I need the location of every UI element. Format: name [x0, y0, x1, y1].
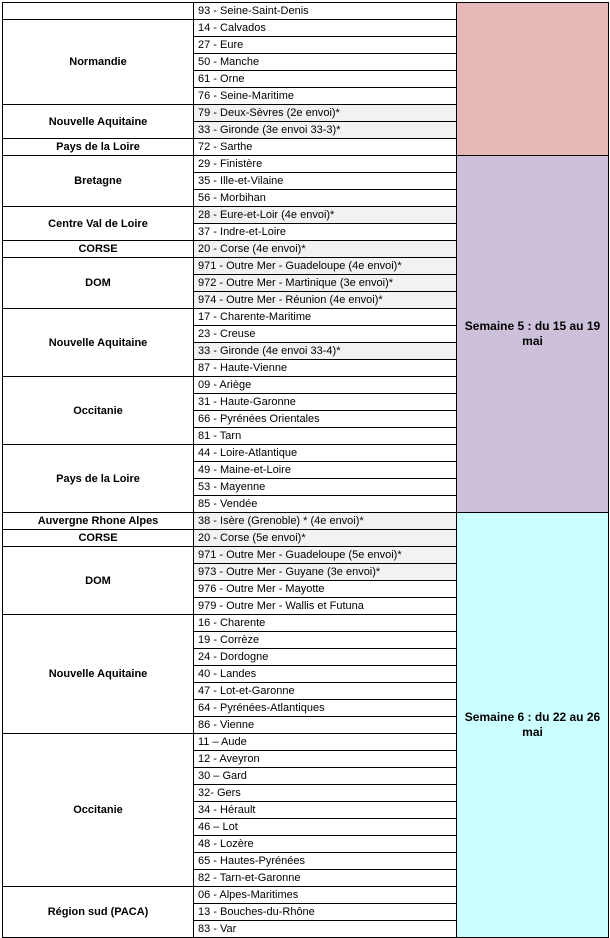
department-cell: 82 - Tarn-et-Garonne [194, 870, 457, 887]
region-cell: DOM [3, 258, 194, 309]
department-cell: 79 - Deux-Sèvres (2e envoi)* [194, 105, 457, 122]
region-cell: Pays de la Loire [3, 445, 194, 513]
department-cell: 87 - Haute-Vienne [194, 360, 457, 377]
table-row [3, 513, 609, 530]
department-cell: 971 - Outre Mer - Guadeloupe (4e envoi)* [194, 258, 457, 275]
department-cell: 20 - Corse (5e envoi)* [194, 530, 457, 547]
department-cell: 27 - Eure [194, 37, 457, 54]
department-cell: 13 - Bouches-du-Rhône [194, 904, 457, 921]
department-cell: 34 - Hérault [194, 802, 457, 819]
department-cell: 974 - Outre Mer - Réunion (4e envoi)* [194, 292, 457, 309]
department-cell: 971 - Outre Mer - Guadeloupe (5e envoi)* [194, 547, 457, 564]
department-cell: 66 - Pyrénées Orientales [194, 411, 457, 428]
region-cell: Occitanie [3, 734, 194, 887]
department-cell: 44 - Loire-Atlantique [194, 445, 457, 462]
department-cell: 40 - Landes [194, 666, 457, 683]
region-cell: CORSE [3, 530, 194, 547]
department-cell: 64 - Pyrénées-Atlantiques [194, 700, 457, 717]
schedule-body [3, 3, 609, 938]
department-cell: 49 - Maine-et-Loire [194, 462, 457, 479]
department-cell: 81 - Tarn [194, 428, 457, 445]
department-cell: 31 - Haute-Garonne [194, 394, 457, 411]
department-cell: 17 - Charente-Maritime [194, 309, 457, 326]
department-cell: 50 - Manche [194, 54, 457, 71]
department-cell: 972 - Outre Mer - Martinique (3e envoi)* [194, 275, 457, 292]
department-cell: 09 - Ariège [194, 377, 457, 394]
week-cell: Semaine 6 : du 22 au 26 mai [457, 513, 609, 938]
region-cell: Occitanie [3, 377, 194, 445]
region-cell: CORSE [3, 241, 194, 258]
region-cell: Centre Val de Loire [3, 207, 194, 241]
department-cell: 53 - Mayenne [194, 479, 457, 496]
region-cell: Nouvelle Aquitaine [3, 309, 194, 377]
department-cell: 56 - Morbihan [194, 190, 457, 207]
week-cell: Semaine 5 : du 15 au 19 mai [457, 156, 609, 513]
week-cell [457, 3, 609, 156]
department-cell: 32- Gers [194, 785, 457, 802]
department-cell: 93 - Seine-Saint-Denis [194, 3, 457, 20]
region-cell: Bretagne [3, 156, 194, 207]
region-cell: Région sud (PACA) [3, 887, 194, 938]
region-cell [3, 3, 194, 20]
department-cell: 35 - Ille-et-Vilaine [194, 173, 457, 190]
table-row [3, 156, 609, 173]
region-cell: Pays de la Loire [3, 139, 194, 156]
region-cell: Nouvelle Aquitaine [3, 615, 194, 734]
department-cell: 85 - Vendée [194, 496, 457, 513]
department-cell: 12 - Aveyron [194, 751, 457, 768]
region-cell: Normandie [3, 20, 194, 105]
department-cell: 76 - Seine-Maritime [194, 88, 457, 105]
department-cell: 979 - Outre Mer - Wallis et Futuna [194, 598, 457, 615]
department-cell: 976 - Outre Mer - Mayotte [194, 581, 457, 598]
department-cell: 65 - Hautes-Pyrénées [194, 853, 457, 870]
department-cell: 72 - Sarthe [194, 139, 457, 156]
department-cell: 29 - Finistère [194, 156, 457, 173]
department-cell: 973 - Outre Mer - Guyane (3e envoi)* [194, 564, 457, 581]
department-cell: 38 - Isère (Grenoble) * (4e envoi)* [194, 513, 457, 530]
region-cell: DOM [3, 547, 194, 615]
department-cell: 11 – Aude [194, 734, 457, 751]
department-cell: 23 - Creuse [194, 326, 457, 343]
department-cell: 48 - Lozère [194, 836, 457, 853]
schedule-table [2, 2, 609, 938]
region-cell: Nouvelle Aquitaine [3, 105, 194, 139]
department-cell: 33 - Gironde (3e envoi 33-3)* [194, 122, 457, 139]
department-cell: 86 - Vienne [194, 717, 457, 734]
department-cell: 28 - Eure-et-Loir (4e envoi)* [194, 207, 457, 224]
department-cell: 37 - Indre-et-Loire [194, 224, 457, 241]
department-cell: 47 - Lot-et-Garonne [194, 683, 457, 700]
department-cell: 33 - Gironde (4e envoi 33-4)* [194, 343, 457, 360]
table-row [3, 3, 609, 20]
department-cell: 83 - Var [194, 921, 457, 938]
department-cell: 16 - Charente [194, 615, 457, 632]
department-cell: 06 - Alpes-Maritimes [194, 887, 457, 904]
department-cell: 61 - Orne [194, 71, 457, 88]
department-cell: 46 – Lot [194, 819, 457, 836]
department-cell: 19 - Corrèze [194, 632, 457, 649]
region-cell: Auvergne Rhone Alpes [3, 513, 194, 530]
department-cell: 24 - Dordogne [194, 649, 457, 666]
department-cell: 14 - Calvados [194, 20, 457, 37]
department-cell: 20 - Corse (4e envoi)* [194, 241, 457, 258]
department-cell: 30 – Gard [194, 768, 457, 785]
